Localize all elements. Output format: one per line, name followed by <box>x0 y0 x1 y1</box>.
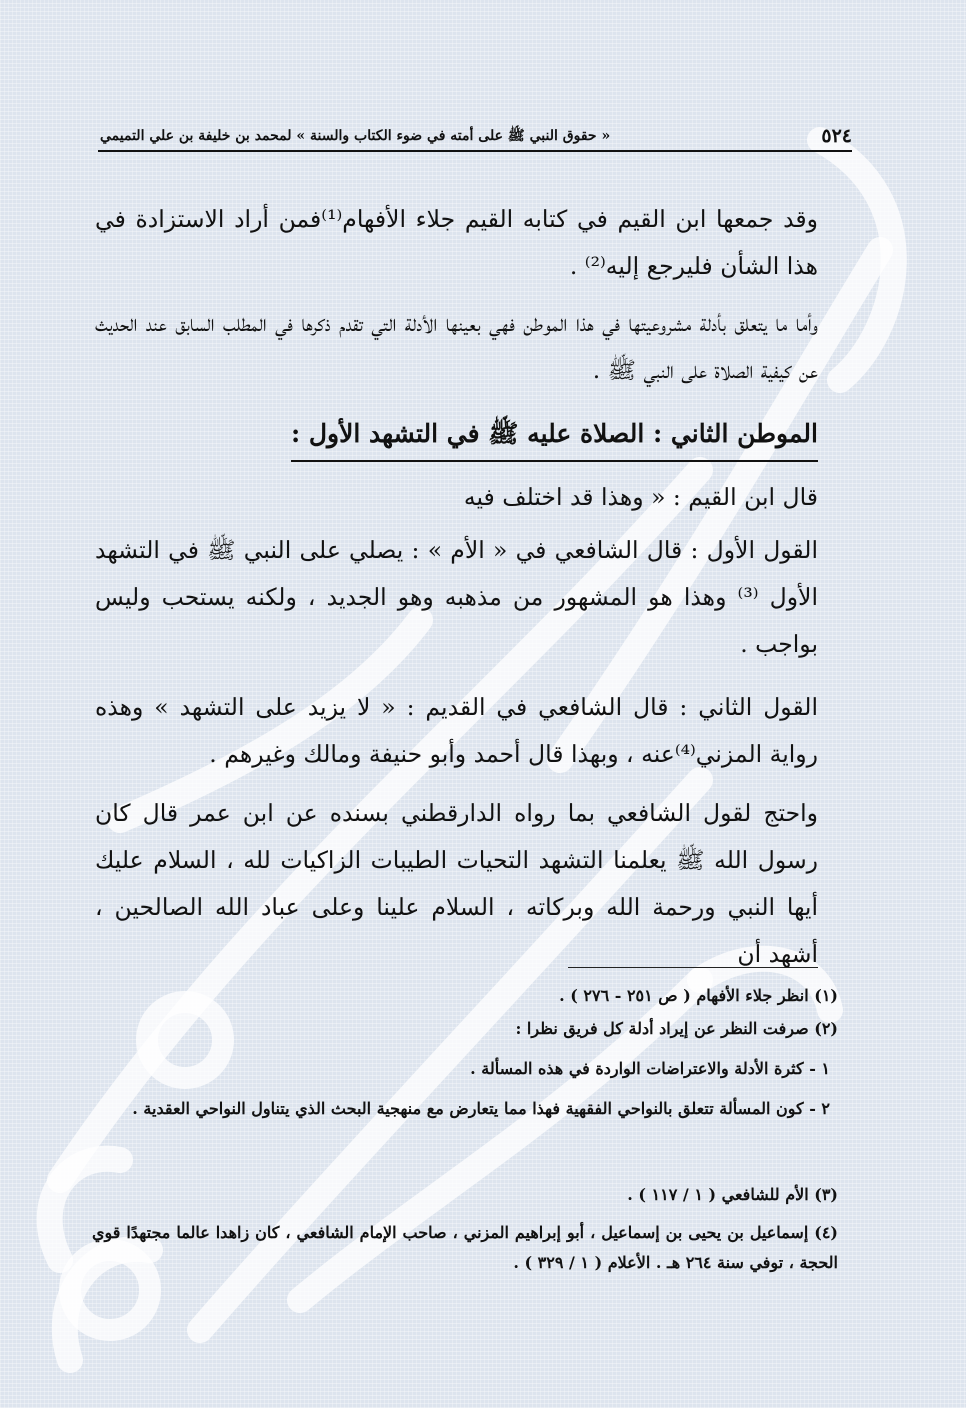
footnote-rule <box>568 967 818 968</box>
running-header <box>100 117 852 147</box>
paragraph-1: وقد جمعها ابن القيم في كتابه القيم جلاء الأفهام⁽¹⁾فمن أراد الاستزادة في هذا الشأن فليرجع إليه⁽²⁾ . <box>95 205 819 280</box>
paragraph-2: وأما ما يتعلق بأدلة مشروعيتها في هذا الموطن فهي بعينها الأدلة التي تقدم ذكرها في المطلب السابق عند الحديث عن كيفية الصلاة على النبي ﷺ . <box>95 309 818 384</box>
footnote-2-item-1: ١ - كثرة الأدلة والاعتراضات الواردة في هذه المسألة . <box>470 1059 830 1078</box>
footnote-1: (١) انظر جلاء الأفهام ( ص ٢٥١ - ٢٧٦ ) . <box>559 986 838 1005</box>
paragraph-4: القول الأول : قال الشافعي في « الأم » : يصلي على النبي ﷺ في التشهد الأول ⁽³⁾ وهذا هو المشهور من مذهبه وهو الجديد ، ولكنه يستحب وليس بواجب . <box>95 536 818 658</box>
header-rule <box>98 150 852 152</box>
section-heading: الموطن الثاني : الصلاة عليه ﷺ في التشهد الأول : <box>291 410 818 462</box>
footnote-2-item-2: ٢ - كون المسألة تتعلق بالنواحي الفقهية فهذا مما يتعارض مع منهجية البحث الذي يتناول النواحي العقدية . <box>132 1099 830 1118</box>
paragraph-5: القول الثاني : قال الشافعي في القديم : « لا يزيد على التشهد » وهذه رواية المزني⁽⁴⁾عنه ، وبهذا قال أحمد وأبو حنيفة ومالك وغيرهم . <box>95 693 818 768</box>
page-number: ٥٢٤ <box>821 125 852 147</box>
paragraph-3: قال ابن القيم : « وهذا قد اختلف فيه <box>463 483 818 511</box>
running-title: « حقوق النبي ﷺ على أمته في ضوء الكتاب والسنة » لمحمد بن خليفة بن علي التميمي <box>100 128 611 144</box>
footnote-2: (٢) صرفت النظر عن إيراد أدلة كل فريق نظرا : <box>515 1019 838 1038</box>
paragraph-6: واحتج لقول الشافعي بما رواه الدارقطني بسنده عن ابن عمر قال كان رسول الله ﷺ يعلمنا التشهد التحيات الطيبات الزاكيات لله ، السلام عليك أيها النبي ورحمة الله وبركاته ، السلام علينا وعلى عباد الله الصالحين ، أشهد أن <box>95 799 818 968</box>
footnote-4: (٤) إسماعيل بن يحيى بن إسماعيل ، أبو إبراهيم المزني ، صاحب الإمام الشافعي ، كان زاهدا عالما مجتهدًا قوي الحجة ، توفي سنة ٢٦٤ هـ . الأعلام ( ١ / ٣٢٩ ) . <box>92 1223 838 1272</box>
footnote-3: (٣) الأم للشافعي ( ١ / ١١٧ ) . <box>627 1185 838 1204</box>
